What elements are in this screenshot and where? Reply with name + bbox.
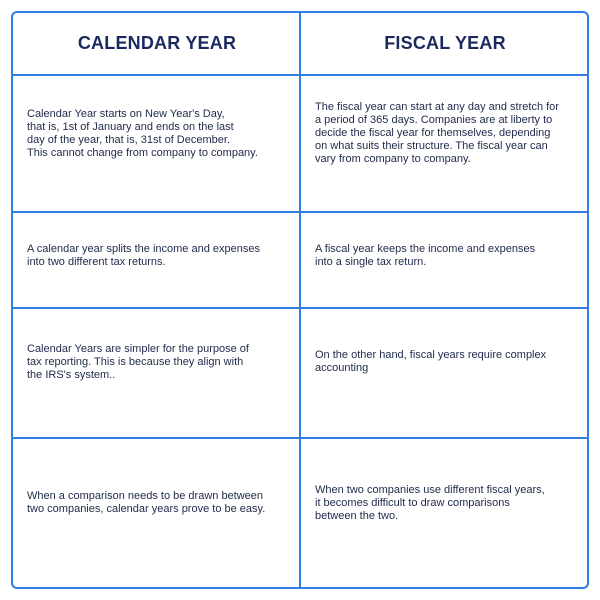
cell-text: When a comparison needs to be drawn between two companies, calendar years prove to be easy. bbox=[27, 490, 266, 515]
cell-text: On the other hand, fiscal years require complex accounting bbox=[315, 349, 547, 374]
fiscal-cell-tax-reporting bbox=[301, 309, 587, 439]
cell-text: Calendar Years are simpler for the purpose of tax reporting. This is because they align with the IRS's system.. bbox=[27, 342, 249, 381]
cell-text: A calendar year splits the income and expenses into two different tax returns. bbox=[27, 243, 260, 268]
fiscal-cell-comparison bbox=[301, 439, 587, 587]
header-fiscal-label: FISCAL YEAR bbox=[384, 33, 506, 53]
header-calendar-year bbox=[13, 13, 301, 76]
fiscal-cell-start-date bbox=[301, 76, 587, 213]
header-fiscal-year bbox=[301, 13, 587, 76]
header-calendar-label: CALENDAR YEAR bbox=[77, 33, 237, 53]
fiscal-cell-tax-returns bbox=[301, 213, 587, 309]
cell-text: When two companies use different fiscal years, it becomes difficult to draw comparisons between the two. bbox=[315, 483, 545, 522]
cell-text: The fiscal year can start at any day and stretch for a period of 365 days. Companies are at liberty to decide the fiscal year for themselves, depending on what suits their structure. The fiscal year can vary from company to company. bbox=[315, 101, 559, 165]
calendar-cell-tax-reporting bbox=[13, 309, 301, 439]
calendar-cell-start-date bbox=[13, 76, 301, 213]
calendar-cell-tax-returns bbox=[13, 213, 301, 309]
cell-text: A fiscal year keeps the income and expenses into a single tax return. bbox=[315, 243, 536, 268]
calendar-cell-comparison bbox=[13, 439, 301, 587]
comparison-table bbox=[11, 11, 589, 589]
cell-text: Calendar Year starts on New Year's Day, that is, 1st of January and ends on the last day of the year, that is, 31st of December. This cannot change from company to company. bbox=[27, 107, 258, 159]
